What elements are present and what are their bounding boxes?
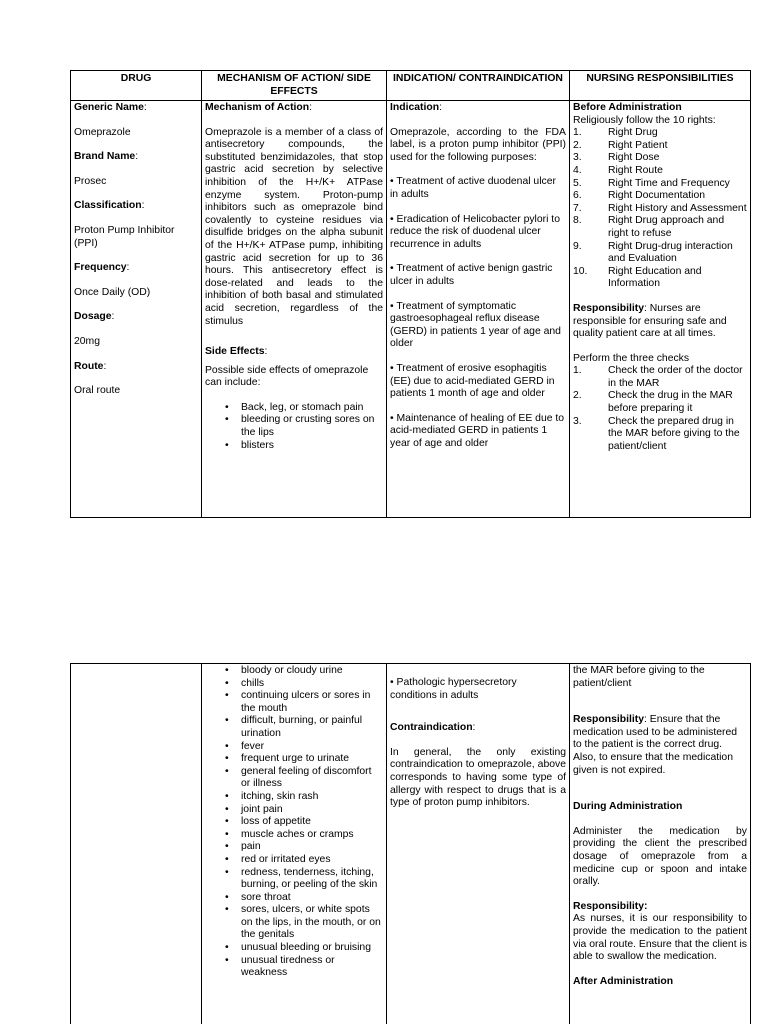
list-item: 1. Check the order of the doctor in the MAR	[573, 365, 743, 389]
list-item: • Treatment of symptomatic gastroesophageal reflux disease (GERD) in patients 1 year of age and older	[390, 300, 561, 350]
header-indication: INDICATION/ CONTRAINDICATION	[387, 71, 570, 101]
list-item: 5. Right Time and Frequency	[573, 177, 730, 189]
responsibility-2: Responsibility: Ensure that the medication used to be administered to the patient is the correct drug. Also, to ensure that the medication given is not expired.	[573, 714, 738, 776]
dosage-value: 20mg	[74, 335, 100, 347]
list-item: • Maintenance of healing of EE due to acid-mediated GERD in patients 1 year of age and older	[390, 412, 565, 449]
list-item: • Back, leg, or stomach pain	[225, 402, 383, 415]
list-item: • loss of appetite	[225, 816, 383, 829]
list-item: • unusual tiredness or weakness	[225, 955, 383, 980]
header-nursing: NURSING RESPONSIBILITIES	[570, 71, 751, 101]
ten-rights-list	[573, 127, 747, 291]
frequency-label: Frequency	[74, 262, 127, 274]
list-item: 2. Right Patient	[573, 139, 668, 151]
indication-cell: • Pathologic hypersecretory conditions in adults Contraindication: In general, the only existing contraindication to omeprazole, above corresponds to having some type of allergy with respect to drugs that is a type of proton pump inhibitors.	[387, 664, 570, 1024]
side-effects-list-continued	[205, 665, 383, 980]
list-item: • chills	[225, 678, 383, 691]
side-effects-intro: Possible side effects of omeprazole can include:	[205, 364, 369, 389]
list-item: • frequent urge to urinate	[225, 753, 383, 766]
list-item: • joint pain	[225, 804, 383, 817]
brand-name-value: Prosec	[74, 175, 107, 187]
responsibility-3-label: Responsibility:	[573, 900, 648, 912]
checks-intro: Perform the three checks	[573, 352, 690, 364]
list-item: • difficult, burning, or painful urination	[225, 715, 383, 740]
list-item: 1. Right Drug	[573, 127, 658, 139]
frequency-value: Once Daily (OD)	[74, 286, 151, 298]
header-drug: DRUG	[71, 71, 202, 101]
list-item: • sores, ulcers, or white spots on the lips, in the mouth, or on the genitals	[225, 904, 383, 942]
list-item: • muscle aches or cramps	[225, 829, 383, 842]
mechanism-cell	[202, 664, 387, 1024]
list-item: • fever	[225, 741, 383, 754]
mechanism-cell: Mechanism of Action: Omeprazole is a member of a class of antisecretory compounds, the substituted benzimidazoles, that stop gastric acid secretion by selective inhibition of the H+/K+ ATPase enzyme system. Proton-pump inhibitors such as omeprazole bind covalently to cysteine residues via disulfide bridges on the alpha subunit of the H+/K+ ATPase pump, inhibiting gastric acid secretion for up to 36 hours. This antisecretory effect is dose-related and leads to the inhibition of both basal and stimulated acid secretion, regardless of the stimulus Side Effects: Possible side effects of omeprazole can include: • Back, leg, or stomach pain • bleeding or crusting sores on the lips • blisters	[202, 101, 387, 518]
header-mechanism: MECHANISM OF ACTION/ SIDE EFFECTS	[202, 71, 387, 101]
indication-intro: Omeprazole, according to the FDA label, is a proton pump inhibitor (PPI) used for the following purposes:	[390, 126, 566, 163]
responsibility-3-text: As nurses, it is our responsibility to provide the medication to the patient via oral route. Ensure that the client is able to swallow the medication.	[573, 913, 747, 963]
list-item: 8. Right Drug approach and right to refuse	[573, 215, 725, 239]
list-item: • general feeling of discomfort or illness	[225, 766, 383, 791]
after-administration-heading: After Administration	[573, 975, 674, 987]
three-checks-list	[573, 365, 747, 453]
route-value: Oral route	[74, 385, 121, 397]
nursing-cell	[570, 664, 751, 1024]
list-item: 3. Right Dose	[573, 152, 660, 164]
list-item: 7. Right History and Assessment	[573, 202, 747, 214]
generic-name-label: Generic Name	[74, 102, 144, 113]
drug-study-table-continued	[70, 663, 751, 1024]
table-header-row	[71, 71, 751, 101]
brand-name-label: Brand Name	[74, 151, 136, 163]
contraindication-heading: Contraindication	[390, 722, 473, 734]
nursing-cell	[570, 101, 751, 518]
indication-heading: Indication	[390, 102, 440, 113]
list-item: • unusual bleeding or bruising	[225, 942, 383, 955]
list-item: • Treatment of active duodenal ulcer in adults	[390, 176, 556, 200]
list-item: • continuing ulcers or sores in the mouth	[225, 690, 383, 715]
list-item: • pain	[225, 841, 383, 854]
list-item: 4. Right Route	[573, 164, 663, 176]
drug-cell	[71, 664, 202, 1024]
list-item: • sore throat	[225, 892, 383, 905]
list-item: • bleeding or crusting sores on the lips	[225, 414, 383, 439]
side-effects-heading: Side Effects	[205, 346, 265, 358]
list-item: 2. Check the drug in the MAR before preparing it	[573, 390, 733, 415]
list-item: • Eradication of Helicobacter pylori to reduce the risk of duodenal ulcer recurrence in adults	[390, 213, 560, 250]
list-item: • Treatment of erosive esophagitis (EE) due to acid-mediated GERD in patients 1 month of age and older	[390, 362, 555, 400]
list-item: • bloody or cloudy urine	[225, 665, 383, 678]
responsibility-1: Responsibility: Nurses are responsible for ensuring safe and quality patient care at all times.	[573, 302, 727, 340]
list-item: • red or irritated eyes	[225, 854, 383, 867]
side-effects-list	[205, 402, 383, 452]
drug-cell: Generic Name: Omeprazole Brand Name: Prosec Classification: Proton Pump Inhibitor (PPI) Frequency: Once Daily (OD) Dosage: 20mg Route: Oral route	[71, 101, 202, 518]
before-administration-heading: Before Administration	[573, 102, 682, 113]
table-row	[71, 101, 751, 518]
dosage-label: Dosage	[74, 311, 112, 323]
table-row	[71, 664, 751, 1024]
list-item: 9. Right Drug-drug interaction and Evaluation	[573, 240, 733, 265]
during-administration-text: Administer the medication by providing the client the prescribed dosage of omeprazole from a medicine cup or spoon and intake orally.	[573, 825, 747, 888]
list-item: 6. Right Documentation	[573, 190, 706, 202]
mechanism-text: Omeprazole is a member of a class of antisecretory compounds, the substituted benzimidazoles, that stop gastric acid secretion by selective inhibition of the H+/K+ ATPase enzyme system. Proton-pump inhibitors such as omeprazole bind covalently to cysteine residues via disulfide bridges on the alpha subunit of the H+/K+ ATPase pump, inhibiting gastric acid secretion for up to 36 hours. This antisecretory effect is dose-related and leads to the inhibition of both basal and stimulated acid secretion, regardless of the stimulus	[205, 126, 383, 327]
list-item: • Pathologic hypersecretory conditions in adults	[390, 677, 517, 701]
route-label: Route	[74, 360, 104, 372]
classification-label: Classification	[74, 200, 142, 212]
during-administration-heading: During Administration	[573, 801, 683, 813]
document-page-2	[0, 600, 768, 1024]
list-item: 3. Check the prepared drug in the MAR before giving to the patient/client	[573, 415, 740, 452]
mechanism-heading: Mechanism of Action	[205, 102, 310, 113]
list-item: • Treatment of active benign gastric ulcer in adults	[390, 263, 553, 287]
generic-name-value: Omeprazole	[74, 126, 131, 138]
rights-intro: Religiously follow the 10 rights:	[573, 114, 716, 126]
indication-cell: Indication: Omeprazole, according to the FDA label, is a proton pump inhibitor (PPI) used for the following purposes: • Treatment of active duodenal ulcer in adults • Eradication of Helicobacter pylori to reduce the risk of duodenal ulcer recurrence in adults • Treatment of active benign gastric ulcer in adults • Treatment of symptomatic gastroesophageal reflux disease (GERD) in patients 1 year of age and older • Treatment of erosive esophagitis (EE) due to acid-mediated GERD in patients 1 month of age and older • Maintenance of healing of EE due to acid-mediated GERD in patients 1 year of age and older	[387, 101, 570, 518]
list-item: • itching, skin rash	[225, 791, 383, 804]
contraindication-text: In general, the only existing contraindication to omeprazole, above corresponds to having some type of allergy with respect to drugs that is a type of proton pump inhibitors.	[390, 746, 566, 809]
drug-study-table	[70, 70, 751, 518]
list-item: • redness, tenderness, itching, burning, or peeling of the skin	[225, 867, 383, 892]
list-item: • blisters	[225, 440, 383, 453]
list-item: 10. Right Education and Information	[573, 265, 702, 290]
check-3-continued: the MAR before giving to the patient/client	[573, 665, 705, 689]
classification-value: Proton Pump Inhibitor (PPI)	[74, 224, 175, 249]
